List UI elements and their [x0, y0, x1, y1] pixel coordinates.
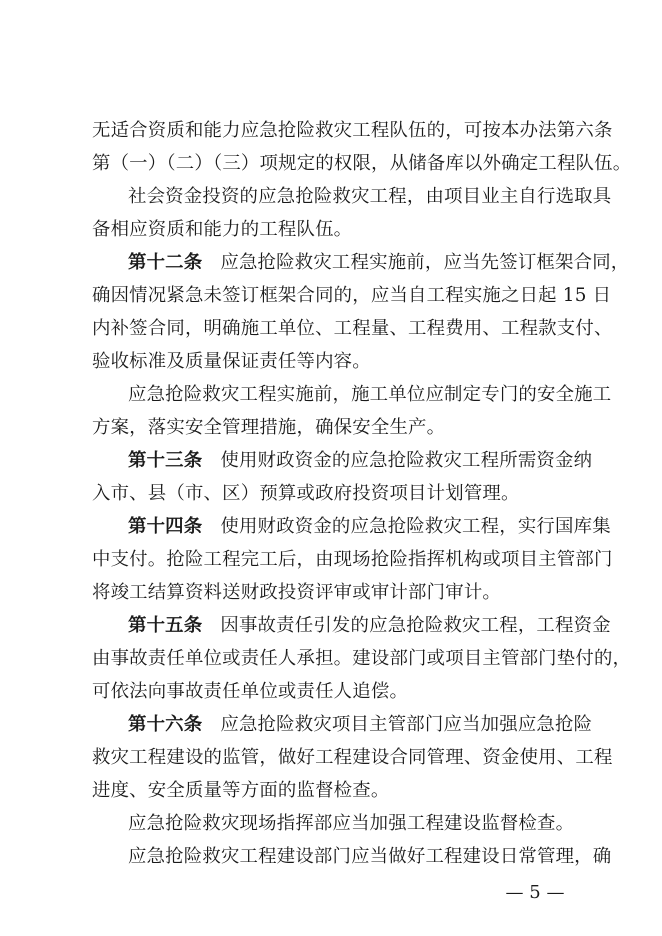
text-line: 备相应资质和能力的工程队伍。: [92, 219, 353, 240]
paragraph-first-line: 社会资金投资的应急抢险救灾工程，由项目业主自行选取具: [128, 186, 612, 207]
paragraph-first-line: 应急抢险救灾工程实施前，施工单位应制定专门的安全施工: [128, 384, 612, 405]
text-line: 无适合资质和能力应急抢险救灾工程队伍的，可按本办法第六条: [92, 120, 613, 141]
article-number: 第十六条: [128, 714, 203, 735]
text-line: 入市、县（市、区）预算或政府投资项目计划管理。: [92, 483, 520, 504]
text-line: 确因情况紧急未签订框架合同的，应当自工程实施之日起 15 日: [92, 285, 612, 306]
page-number: — 5 —: [505, 882, 565, 903]
article-16-heading: [128, 710, 593, 740]
text-line: 第（一）（二）（三）项规定的权限，从储备库以外确定工程队伍。: [92, 153, 632, 174]
text-line: 中支付。抢险工程完工后，由现场抢险指挥机构或项目主管部门: [92, 549, 613, 570]
text-line: 进度、安全质量等方面的监督检查。: [92, 780, 390, 801]
article-12-heading: [128, 248, 630, 278]
article-14-heading: [128, 512, 611, 542]
paragraph-first-line: 应急抢险救灾工程建设部门应当做好工程建设日常管理，确: [128, 846, 612, 867]
article-15-heading: [128, 611, 611, 641]
paragraph-first-line: 应急抢险救灾现场指挥部应当加强工程建设监督检查。: [128, 813, 575, 834]
text-line: 将竣工结算资料送财政投资评审或审计部门审计。: [92, 582, 501, 603]
article-number: 第十四条: [128, 516, 203, 537]
article-13-heading: [128, 446, 593, 476]
text-line: 内补签合同，明确施工单位、工程量、工程费用、工程款支付、: [92, 318, 613, 339]
article-number: 第十二条: [128, 252, 203, 273]
text-line: 可依法向事故责任单位或责任人追偿。: [92, 681, 409, 702]
article-text: 应急抢险救灾工程实施前，应当先签订框架合同，: [220, 252, 630, 273]
text-line: 救灾工程建设的监管，做好工程建设合同管理、资金使用、工程: [92, 747, 613, 768]
text-line: 方案，落实安全管理措施，确保安全生产。: [92, 417, 446, 438]
article-number: 第十五条: [128, 615, 203, 636]
text-line: 验收标准及质量保证责任等内容。: [92, 351, 371, 372]
article-text: 应急抢险救灾项目主管部门应当加强应急抢险: [220, 714, 593, 735]
text-line: 由事故责任单位或责任人承担。建设部门或项目主管部门垫付的，: [92, 648, 632, 669]
article-text: 使用财政资金的应急抢险救灾工程，实行国库集: [220, 516, 611, 537]
article-text: 因事故责任引发的应急抢险救灾工程，工程资金: [220, 615, 611, 636]
article-text: 使用财政资金的应急抢险救灾工程所需资金纳: [220, 450, 593, 471]
article-number: 第十三条: [128, 450, 203, 471]
